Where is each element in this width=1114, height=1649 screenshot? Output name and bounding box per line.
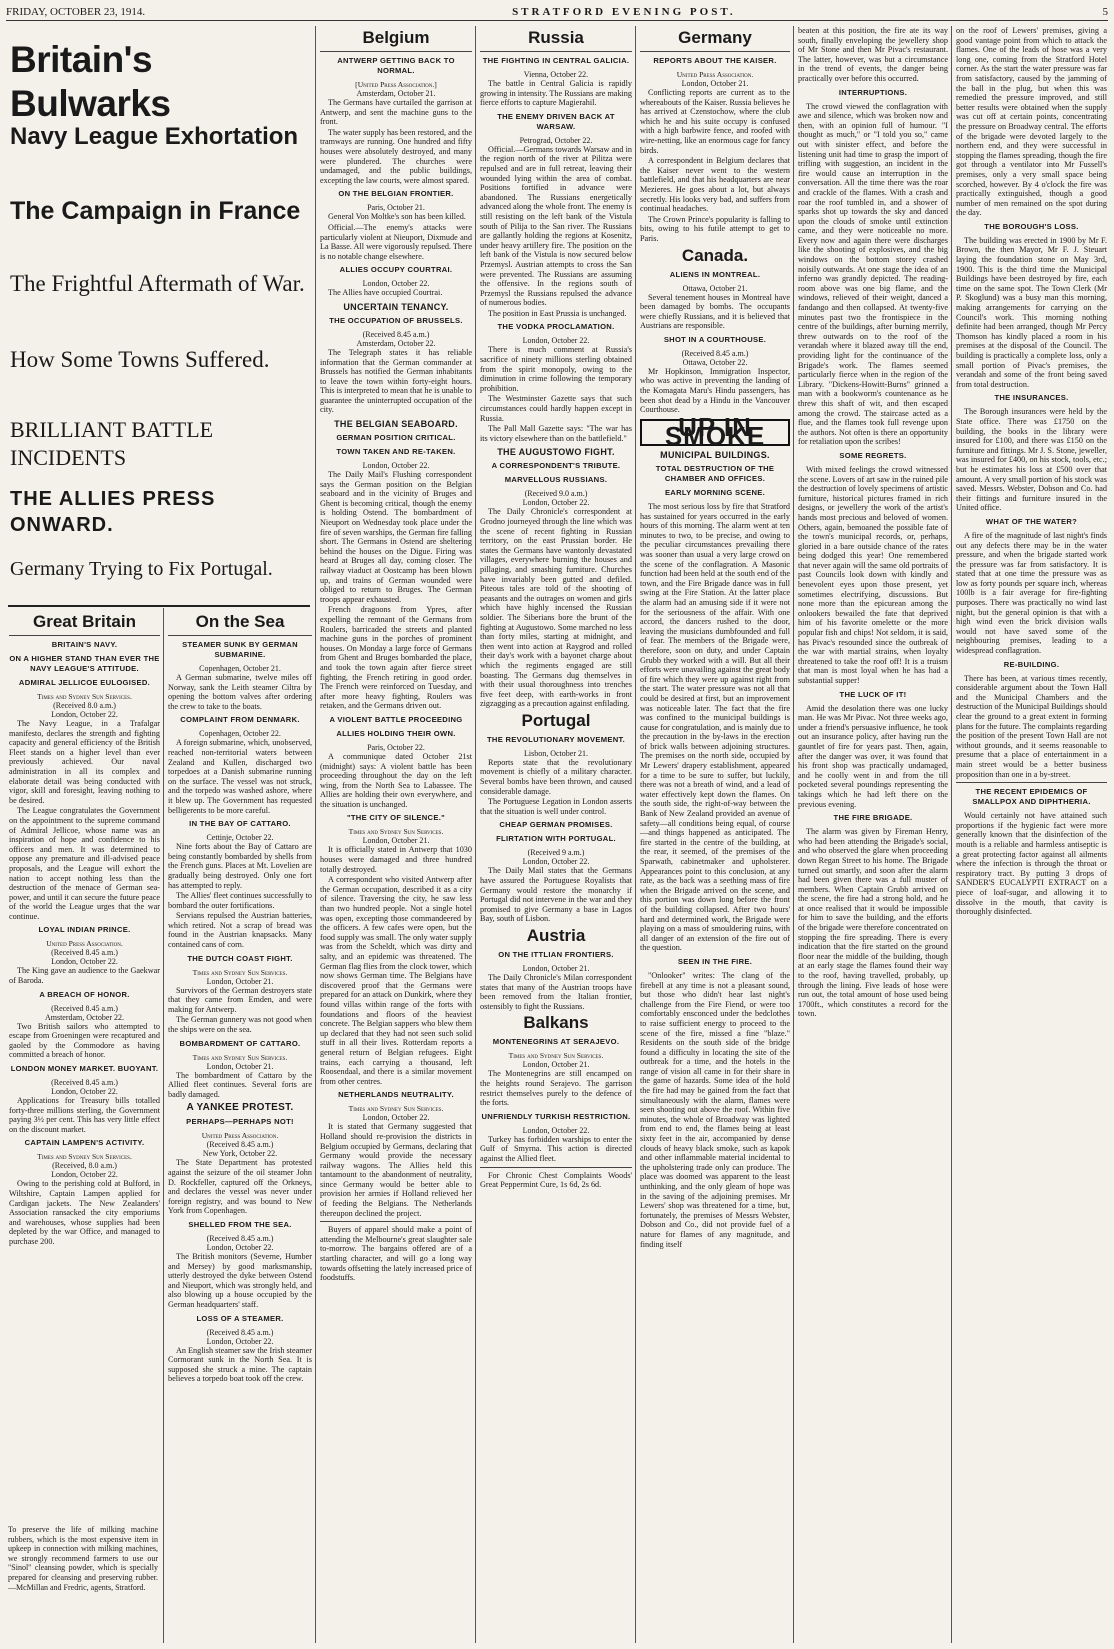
article-paragraph: A German submarine, twelve miles off Norway, sank the Leith steamer Ciltra by opening the bottom valves after ordering the crew to take to the boats. bbox=[168, 673, 312, 711]
dateline: Amsterdam, October 22. bbox=[44, 1012, 125, 1022]
article-paragraph: The Westminster Gazette says that such circumstances could hardly happen except in Russia. bbox=[480, 394, 632, 423]
article-paragraph: The League congratulates the Government on the appointment to the supreme command of Admiral Jellicoe, whose name was an inspiration of hope and confidence to his officers and men. It was determined to oppose any premature and ill-advised peace proposals, and the League will exhort the nation to accept nothing less than the destruction of the menace of German sea-power, and until it can secure the future peace of the world the League urges that the war continue. bbox=[9, 806, 160, 921]
subheading: THE DUTCH COAST FIGHT. bbox=[187, 953, 293, 963]
article-paragraph: The Telegraph states it has reliable information that the German commander at Brussels has notified the German inhabitants to leave the town within forty-eight hours. This is interpreted to mean that he is unable to guarantee the uninterrupted occupation of the city. bbox=[320, 347, 472, 415]
article-paragraph: Servians repulsed the Austrian batteries, which retired. Not a scrap of bread was found in the Austrian knapsacks. Many contained cans of corn. bbox=[168, 911, 312, 950]
section-heading: Canada. bbox=[681, 245, 749, 265]
dateline: London, October 22. bbox=[51, 1087, 118, 1097]
subheading: THE REVOLUTIONARY MOVEMENT. bbox=[486, 734, 626, 744]
article-paragraph: Survivors of the German destroyers state that they came from Emden, and were making for Antwerp. bbox=[168, 985, 312, 1014]
article-paragraph: The Pall Mall Gazette says: "The war has its victory elsewhere than on the battlefield." bbox=[480, 424, 632, 443]
credit-line: [United Press Association.] bbox=[355, 80, 437, 89]
subheading: GERMAN POSITION CRITICAL. bbox=[336, 433, 456, 443]
subheading: UNCERTAIN TENANCY. bbox=[343, 301, 449, 312]
article-paragraph: A foreign submarine, which, unobserved, reached non-territorial waters between Zealand and Kullen, discharged two torpedoes at a Danish submarine running on the surface. The vessel was not struck, and the torpedo was washed ashore, where it blew up. The Government has requested belligerents to be more careful. bbox=[168, 738, 312, 815]
headline-towns-suffered: How Some Towns Suffered. bbox=[10, 347, 270, 372]
dateline: London, October 22. bbox=[522, 857, 590, 867]
dateline: Paris, October 21. bbox=[367, 203, 425, 213]
article-paragraph: The crowd viewed the conflagration with awe and silence, which was broken now and then, with an opinion full of humour. "I thought as much," or "I told you so," came out with sinister effect, and before the listening unit had time to grasp the import of trifling with suggestion, an incident in the fire would cause an interruption in the conversation. All the time there was the roar and crackle of the flames. With a crash and roar the roof tumbled in, and a shower of sparks shot up towards the sky and danced upon the clouds of smoke until extinction came, and they were noticeable no more. Every now and again there were discharges like the shooting of explosives, and the big windows on the bottom storey crashed noisily outwards. At one stage the idea of an inferno was grandly depicted. The reading-room above was one big flame, and the windows, relieved of their weight, danced a fandango and then collapsed. At twenty-five minutes past two the frontispiece in the centre of the buildings, after burning merrily, threw outwards on to the roof of the verandah where it blazed away till the end, providing light for the continuance of the Brigade's work. The flames seemed particularly fierce when in the region of the Library. "Dickens-Howitt-Burns" grinned a man with a bookworm's countenance as he threw this shaft of wit, and then escaped among the crowd. The staircase acted as a flue, and the flames took full revenge upon the authors. Not often is there an opportunity for retaliation upon the scribes! bbox=[798, 101, 948, 447]
article-paragraph: beaten at this position, the fire ate its way south, finally enveloping the jewellery shop of Mr Stone and then Mr Pivac's restaurant. The latter, however, was but a circumstance in the trend of events, the danger being practically over before this occurred. bbox=[798, 26, 948, 83]
column-rule bbox=[163, 608, 164, 1643]
subheading: A CORRESPONDENT'S TRIBUTE. bbox=[491, 461, 621, 471]
dateline: Copenhagen, October 22. bbox=[199, 729, 281, 739]
headline-up-in-smoke: UP IN SMOKE bbox=[640, 419, 790, 446]
section-heading: Portugal bbox=[521, 710, 591, 730]
received-line: (Received 9 a.m.) bbox=[527, 848, 585, 858]
received-line: (Received 8.45 a.m.) bbox=[51, 1003, 118, 1013]
subheading: NETHERLANDS NEUTRALITY. bbox=[338, 1090, 454, 1100]
headline-aftermath: The Frightful Aftermath of War. bbox=[10, 271, 305, 296]
article-paragraph: Conflicting reports are current as to the whereabouts of the Kaiser. Russia believes he has arrived at Czenstochow, where the club which he and his suite occupy is confused with a high barbwire fence, and roofed with wire-netting, like an enormous cage for fancy birds. bbox=[640, 88, 790, 155]
subheading: THE OCCUPATION OF BRUSSELS. bbox=[329, 315, 463, 325]
article-paragraph: Applications for Treasury bills totalled forty-three millions sterling, the Government paying 3½ per cent. This has very little effect on the discount market. bbox=[9, 1096, 160, 1134]
subheading: ON THE BELGIAN FRONTIER. bbox=[338, 189, 454, 199]
article-paragraph: The Daily Chronicle's Milan correspondent states that many of the Austrian troops have been removed from the Italian frontier, ostensibly to fight the Russians. bbox=[480, 973, 632, 1011]
subheading: CHEAP GERMAN PROMISES. bbox=[499, 820, 613, 830]
subheading: THE LUCK OF IT! bbox=[839, 689, 907, 699]
article-paragraph: French dragoons from Ypres, after expelling the remnant of the Germans from Roulers, barricaded the streets and planted machine guns in the porches of prominent houses. On Monday a large force of Germans from Ghent and Bruges bombarded the place, and took the town again after fierce street fighting, the French retiring in good order. The French were reinforced on Tuesday, and after more heavy fighting, Roulers was retaken, and the Germans driven out. bbox=[320, 605, 472, 711]
subheading: UNFRIENDLY TURKISH RESTRICTION. bbox=[481, 1111, 631, 1121]
article-paragraph: The Germans have curtailed the garrison at Antwerp, and sent the machine guns to the front. bbox=[320, 98, 472, 127]
masthead bbox=[6, 4, 1108, 21]
article-paragraph: The Daily Mail states that the Germans have assured the Portuguese Royalists that Germany would restore the monarchy if Portugal did not intervene in the war and they promised to give Germany a base in Lagos Bay, south of Lisbon. bbox=[480, 866, 632, 924]
article-paragraph: Official.—Germans towards Warsaw and in the region north of the river at Pilitza were repulsed and are in full retreat, leaving their wounded lying within the area of combat. Positions fortified in advance were abandoned. The Russians energetically advanced along the whole front. The enemy is still resisting on the left bank of the Vistula south of Pilija to the San river. The Russians are gallantly holding the regions at Kosenitz, under heavy artillery fire. The position on the left bank of the Vistula is now secured below Przemysl. Austrian attempts to cross the San were prevented. The Russians are assuming the offensive. In the regions south of Przemysl the Russians repulsed the advance of numerous bodies. bbox=[480, 144, 632, 308]
dateline: London, October 22. bbox=[51, 710, 118, 719]
article-paragraph: The Crown Prince's popularity is falling to bits, owing to his futile attempt to get to Paris. bbox=[640, 214, 790, 243]
section-heading: Great Britain bbox=[33, 612, 136, 631]
article-paragraph: The State Department has protested against the seizure of the oil steamer John D. Rockfeller, captured off the Orkneys, and declares the vessel was never under foreign registry, and was bound to New York from Copenhagen. bbox=[168, 1158, 312, 1216]
dateline: London, October 22. bbox=[206, 1242, 274, 1252]
section-heading: Balkans bbox=[523, 1013, 589, 1033]
received-line: (Received 8.0 a.m.) bbox=[53, 701, 116, 710]
subheading: INTERRUPTIONS. bbox=[838, 87, 908, 97]
headline-allies-press: THE ALLIES PRESS ONWARD. bbox=[10, 488, 216, 536]
dateline: London, October 22. bbox=[522, 1125, 590, 1135]
dateline: London, October 22. bbox=[206, 1336, 274, 1346]
subheading: SOME REGRETS. bbox=[839, 450, 907, 460]
dateline: London, October 22. bbox=[522, 498, 590, 508]
article-paragraph: It is stated that Germany suggested that Holland should re-provision the districts in Belgium occupied by Germans, declaring that Germany would provide the necessary railway wagons. The Allies held this tantamount to the abandonment of neutrality, since Germany would be better able to provision her armies if Holland relieved her of feeding the Belgians. The Netherlands thereupon declined the project. bbox=[320, 1122, 472, 1218]
credit-line: Times and Sydney Sun Services. bbox=[37, 692, 132, 701]
subheading: ON A HIGHER STAND THAN EVER THE NAVY LEAGUE'S ATTITUDE. bbox=[9, 654, 160, 673]
column-rule bbox=[793, 26, 794, 1643]
subheading: CAPTAIN LAMPEN'S ACTIVITY. bbox=[24, 1138, 145, 1148]
subheading: ON THE ITTLIAN FRONTIERS. bbox=[498, 950, 614, 959]
subheading: STEAMER SUNK BY GERMAN SUBMARINE. bbox=[182, 640, 298, 659]
article-paragraph: "Onlooker" writes: The clang of the firebell at any time is not a pleasant sound, but those who didn't hear last night's challenge from the Fire Fiend, or were too comfortably ensconced under the bedclothes to raise sufficient energy to proceed to the scene of the fire, missed a fine "blaze." Residents on the south side of the bridge found a difficulty in locating the site of the outbreak for a time, and the hotels in the range of vision all came in for their share in the game of hazards. Some idea of the hold the fire had may be gained from the fact that simultaneously with the alarm, flames were seen shooting out above the roof. Within five minutes, the whole of Broadway was lighted from end to end, the flames being at least sixty feet in the air, accompanied by dense clouds of heavy black smoke, such as kapok and other inflammable material incidental to the upholstering trade only can produce. The place was doomed was apparent to the least unthinking, and the only gleam of hope was in the saving of the adjoining premises. Mr Lewers' shop was threatened for a time, but, fortunately, the premises of Messrs Webster, Dobson and Co., did not provide fuel of a nature for flames of any magnitude, and finding itself bbox=[640, 970, 790, 1249]
subheading: A YANKEE PROTEST. bbox=[186, 1102, 294, 1114]
subheading: ALLIES OCCUPY COURTRAI. bbox=[339, 265, 453, 275]
article-paragraph: The King gave an audience to the Gaekwar of Baroda. bbox=[9, 966, 160, 986]
headline-battle-incidents: BRILLIANT BATTLE INCIDENTS bbox=[10, 417, 214, 470]
divider bbox=[8, 605, 310, 607]
column-belgium bbox=[317, 26, 475, 1643]
article-paragraph: The Navy League, in a Trafalgar manifesto, declares the strength and fighting capacity and general efficiency of the British Fleet stands on a higher level than ever previously achieved. Our naval administration in all its complex and elaborate detail was being conducted with vigor, skill and foresight, leaving nothing to be desired. bbox=[9, 719, 160, 805]
dateline: London, October 22. bbox=[51, 957, 118, 967]
subheading: TOWN TAKEN AND RE-TAKEN. bbox=[336, 447, 456, 457]
article-paragraph: The Allies have occupied Courtrai. bbox=[328, 288, 443, 298]
article-paragraph: With mixed feelings the crowd witnessed the scene. Lovers of art saw in the ruined pile the destruction of lovely specimens of artistic furniture, historical pictures framed in rich designs, or jewellery the work of the artist's hands most precious and beloved of women. Others, again, bemoaned the possible fate of the town's municipal records, or, perhaps, gloried in a bare outside chance of the rates being dodged this year! One remembered that never again will the same old portraits of past Councils look down with kindly and benevolent eyes upon those present, yet sometimes electrifying, discussions. But none more than the epicurean among the onlookers bewailed the fate that deprived him of his favorite omelette or the more popular fish and chips! Not seldom, it is said, has Pivac's resounded since the outbreak of the war with martial strains, when loyalty threatened to take the roof off! It is a truism that man is most loyal when he has had a substantial supper! bbox=[798, 464, 948, 685]
column-on-the-sea bbox=[165, 610, 315, 1643]
section-heading: Russia bbox=[528, 28, 584, 47]
column-great-britain bbox=[6, 610, 163, 1519]
article-paragraph: There has been, at various times recently, considerable argument about the Town Hall and the Municipal Chambers and the destruction of the Municipal Buildings should clear the ground to a great extent in forming plans for the future. The complaints regarding the position of the present Town Hall are not without grounds, and it seems reasonable to presume that a place of entertainment in a main street would be a better business proposition than one in a by-street. bbox=[956, 673, 1107, 779]
dateline: Lisbon, October 21. bbox=[524, 748, 588, 758]
column-russia bbox=[477, 26, 635, 1643]
subheading: THE RECENT EPIDEMICS OF SMALLPOX AND DIPHTHERIA. bbox=[972, 787, 1091, 807]
subheading: LOYAL INDIAN PRINCE. bbox=[38, 925, 131, 935]
subheading: ALIENS IN MONTREAL. bbox=[669, 269, 761, 279]
received-line: (Received 8.45 a.m.) bbox=[681, 348, 749, 358]
dateline: Cettinje, October 22. bbox=[206, 833, 274, 843]
received-line: (Received 8.45 a.m.) bbox=[206, 1327, 274, 1337]
credit-line: United Press Association. bbox=[676, 70, 754, 79]
subheading: EARLY MORNING SCENE. bbox=[664, 488, 766, 498]
credit-line: Times and Sydney Sun Services. bbox=[508, 1051, 604, 1061]
article-paragraph: The building was erected in 1900 by Mr F. Brown, the then Mayor, Mr F. J. Steuart laying the foundation stone on May 3rd, 1900. This is the third time the Municipal Buildings have been destroyed by fire, each time on the same spot. The Town Clerk (Mr P. Skoglund) was a busy man this morning, making arrangements for carrying on the Council's work. This morning nothing definite had been arranged, though Mr Percy Thomson has kindly placed a room in his premises at the disposal of the Council. The building is practically a complete loss, only a small portion of Pivac's premises, the verandah and some of the front being saved from total destruction. bbox=[956, 235, 1107, 389]
article-paragraph: The Portuguese Legation in London asserts that the situation is well under control. bbox=[480, 797, 632, 816]
article-paragraph: A fire of the magnitude of last night's finds out any defects there may be in the water pressure, and when the brigade started work the pressure was far from satisfactory. It is stated that at one time the pressure was as low as forty pounds per square inch, whereas 100lb is a fair average for fire-fighting purposes. There was practically no wind last night, but the general opinion is that with a high wind even the brick division walls would not have saved some of the neighbouring premises, leading to a widespread conflagration. bbox=[956, 530, 1107, 656]
dateline: Petrograd, October 22. bbox=[519, 135, 593, 145]
subheading: ALLIES HOLDING THEIR OWN. bbox=[336, 728, 456, 738]
article-paragraph: The position in East Prussia is unchanged. bbox=[488, 308, 627, 318]
subheading: THE INSURANCES. bbox=[994, 393, 1069, 403]
subheading: SHELLED FROM THE SEA. bbox=[188, 1219, 292, 1229]
received-line: (Received 8.45 a.m.) bbox=[51, 948, 118, 958]
subheading: THE VODKA PROCLAMATION. bbox=[497, 322, 615, 332]
credit-line: Times and Sydney Sun Services. bbox=[37, 1152, 132, 1162]
article-paragraph: Nine forts about the Bay of Cattaro are being constantly bombarded by shells from the French guns. Places at Mt. Lovelien are gradually being destroyed. Only one fort has attempted to reply. bbox=[168, 842, 312, 890]
subheading: SHOT IN A COURTHOUSE. bbox=[663, 334, 767, 344]
subheading: THE FIRE BRIGADE. bbox=[833, 813, 913, 823]
dateline: London, October 22. bbox=[51, 1170, 118, 1180]
subheading: BRITAIN'S NAVY. bbox=[51, 640, 118, 649]
column-germany bbox=[637, 26, 793, 1643]
subheading: MONTENEGRINS AT SERAJEVO. bbox=[492, 1037, 620, 1047]
article-paragraph: Turkey has forbidden warships to enter the Gulf of Smyrna. This action is directed against the Allied fleet. bbox=[480, 1134, 632, 1163]
subheading: THE FIGHTING IN CENTRAL GALICIA. bbox=[482, 56, 630, 65]
subheading: RE-BUILDING. bbox=[1003, 659, 1060, 669]
dateline: London, October 22. bbox=[522, 336, 590, 346]
advertisement-note: Buyers of apparel should make a point of attending the Melbourne's great slaughter sale to-morrow. The bargains offered are of a startling character, and will go a long way towards offsetting the lately increased price of foodstuffs. bbox=[320, 1225, 472, 1283]
article-paragraph: The Daily Chronicle's correspondent at Grodno journeyed through the line which was the scene of recent fighting in Russian territory, on the east Prussian border. He states the Germans have wantonly devastated villages, everywhere burning the houses and pillaging, and smashing furniture. Churches have invariably been gutted and defiled. Piteous tales are told of the shooting of peasants and the outrages on women and girls which have highly incensed the Russian soldier. The Siberians bore the brunt of the fighting at Augustowo. Some marched no less than forty miles, starting at midnight, and then went into action at Raygrod and rolled their day's work with a bayonet charge about which the regiments engaged are still boasting. The Germans dug themselves in with their usual thoroughness into trenches five feet deep, with earth-works in front zigzagging as a precaution against enfilading. bbox=[480, 507, 632, 709]
article-paragraph: A correspondent in Belgium declares that the Kaiser never went to the western battlefield, and that his headquarters are near Mezieres. He goes about a lot, but always secretly. His looks very bad, and suffers from continual headaches. bbox=[640, 156, 790, 214]
credit-line: Times and Sydney Sun Services. bbox=[348, 827, 444, 837]
dateline: Amsterdam, October 21. bbox=[356, 89, 436, 98]
column-rule bbox=[315, 26, 316, 1643]
article-paragraph: The Allies' fleet continues successfully to bombard the outer fortifications. bbox=[168, 891, 312, 910]
subheading: COMPLAINT FROM DENMARK. bbox=[180, 715, 300, 725]
dateline: Paris, October 22. bbox=[367, 742, 425, 752]
subheading: THE BOROUGH'S LOSS. bbox=[984, 221, 1079, 231]
received-line: (Received, 8.0 a.m.) bbox=[52, 1161, 117, 1171]
dateline: London, October 22. bbox=[362, 279, 430, 289]
column-rule bbox=[635, 26, 636, 1643]
article-paragraph: Official.—The enemy's attacks were particularly violent at Nieuport, Dixmude and La Basse. All were vigorously repulsed. There is no notable change elsewhere. bbox=[320, 222, 472, 261]
article-paragraph: A communique dated October 21st (midnight) says: A violent battle has been proceeding throughout the day on the left wing, from the North Sea to Labassee. The Allies are holding their own everywhere, and the situation is unchanged. bbox=[320, 751, 472, 809]
article-paragraph: Would certainly not have attained such proportions if the hygienic fact were more generally known that the disinfection of the mouth is a reliable and harmless antiseptic is a great protecting factor against all ailments where the infection is through the throat or respiratory tract. By putting 3 drops of SANDER'S EUCALYPTI EXTRACT on a piece of loaf-sugar, and allowing it to dissolve in the mouth, that cavity is thoroughly disinfected. bbox=[956, 811, 1107, 917]
headline-navy-league: Navy League Exhortation bbox=[10, 123, 299, 150]
dateline: London, October 21. bbox=[206, 1061, 274, 1071]
dateline: London, October 21. bbox=[522, 1060, 590, 1070]
column-fire-continued bbox=[795, 26, 951, 1643]
article-paragraph: The Montenegrins are still encamped on the heights round Serajevo. The garrison restrict themselves purely to the defence of the forts. bbox=[480, 1069, 632, 1108]
subheading: TOTAL DESTRUCTION OF THE CHAMBER AND OFFICES. bbox=[655, 464, 775, 484]
dateline: Vienna, October 22. bbox=[523, 70, 589, 79]
article-paragraph: It is officially stated in Antwerp that 1030 houses were damaged and three hundred totally destroyed. bbox=[320, 845, 472, 874]
received-line: (Received 9.0 a.m.) bbox=[524, 489, 588, 499]
received-line: (Received 8.45 a.m.) bbox=[51, 1078, 118, 1088]
page-number: 5 bbox=[1102, 6, 1108, 18]
column-borough-loss bbox=[953, 26, 1110, 1643]
issue-date: FRIDAY, OCTOBER 23, 1914. bbox=[6, 6, 146, 18]
subheading: LOSS OF A STEAMER. bbox=[196, 1313, 284, 1323]
subheading: PERHAPS—PERHAPS NOT! bbox=[186, 1117, 294, 1127]
article-paragraph: Mr Hopkinson, Immigration Inspector, who was active in preventing the landing of the Komagata Maru's Hindu passengers, has been shot dead by a Hindu in the Vancouver Courthouse. bbox=[640, 366, 790, 415]
article-paragraph: The battle in Central Galicia is rapidly growing in intensity. The Russians are making fierce efforts to capture Magierahil. bbox=[480, 79, 632, 108]
dateline: Ottawa, October 22. bbox=[682, 357, 748, 367]
headline-campaign-france: The Campaign in France bbox=[10, 197, 301, 225]
credit-line: Times and Sydney Sun Services. bbox=[192, 1052, 288, 1062]
section-heading: On the Sea bbox=[195, 612, 285, 631]
credit-line: United Press Association. bbox=[46, 939, 123, 949]
article-paragraph: Several tenement houses in Montreal have been damaged by bombs. The occupants were chiefly Russians, and it is believed that Austrians are responsible. bbox=[640, 292, 790, 331]
subheading: ADMIRAL JELLICOE EULOGISED. bbox=[18, 678, 151, 687]
section-heading: Austria bbox=[526, 926, 586, 945]
article-paragraph: A correspondent who visited Antwerp after the German occupation, described it as a city of silence. Traversing the city, he saw less than two hundred people. Not a single hotel was open, excepting those commandeered by the officers. A few cafes were open, but the food supply was small. The only water supply was from the Scheldt, which was dirty and salty, and an epidemic was threatened. The German flag flies from the clock tower, which now shows German time. The Belgians have discovered proof that the Germans were prepared for an attack on Dunkirk, where they found villas within range of the forts with foundations and floors of the heaviest concrete. The Belgian sappers who blew them up declared that they had not seen such solid stuff in all their lives. Rotterdam reports a general return of Belgian refugees. Eight trains, each carrying a thousand, left Roosendaal, and there is a similar movement from other centres. bbox=[320, 875, 472, 1086]
article-paragraph: Owing to the perishing cold at Bulford, in Wiltshire, Captain Lampen applied for Cardigan jackets. The New Zealanders' Association ransacked the city emporiums and warehouses, whose supplies had been depleted by the war Office, and managed to purchase 200. bbox=[9, 1179, 160, 1246]
article-paragraph: Two British sailors who attempted to escape from Groeningen were recaptured and gaoled by the Commodore as having committed a breach of honor. bbox=[9, 1021, 160, 1060]
article-paragraph: The German gunnery was not good when the ships were on the sea. bbox=[168, 1015, 312, 1035]
article-paragraph: The bombardment of Cattaro by the Allied fleet continues. Several forts are badly damaged. bbox=[168, 1070, 312, 1099]
article-paragraph: on the roof of Lewers' premises, giving a good vantage point from which to attack the flames. One of the leads of hose was a very long one, coming from the Stratford Hotel corner. As the start the water pressure was far from satisfactory, caused by the jamming of the ball in the plug, but when this was remedied the pressure improved, and still better results were obtained when the supply was cut off at certain points, concentrating the pressure on Broadway central. The efforts of the brigade were devoted largely to the northern end, and they were successful in stopping the flames spreading, though the fire got through a ventilator into Mr Fussell's premises, only a very small space being scorched, however. By 4 o'clock the fire was practically extinguished, though a good number of men remained on the spot during the day. bbox=[956, 26, 1107, 218]
column-rule bbox=[951, 26, 952, 1643]
subheading: REPORTS ABOUT THE KAISER. bbox=[653, 56, 777, 65]
credit-line: Times and Sydney Sun Services. bbox=[192, 967, 288, 977]
received-line: (Received 8.45 a.m.) bbox=[206, 1233, 274, 1243]
received-line: (Received 8.45 a.m.) bbox=[362, 329, 430, 339]
article-paragraph: An English steamer saw the Irish steamer Cormorant sunk in the North Sea. It is supposed she struck a mine. The captain believes a torpedo boat took off the crew. bbox=[168, 1345, 312, 1384]
column-rule bbox=[475, 26, 476, 1643]
subheading: THE ENEMY DRIVEN BACK AT WARSAW. bbox=[497, 111, 615, 131]
section-heading: Germany bbox=[678, 28, 752, 47]
subheading: MUNICIPAL BUILDINGS. bbox=[660, 450, 770, 461]
dateline: London, October 22. bbox=[362, 461, 430, 471]
article-paragraph: There is much comment at Russia's sacrifice of ninety millions sterling obtained from the spirit monopoly, owing to the diminution in crime following the temporary prohibition. bbox=[480, 345, 632, 393]
dateline: London, October 21. bbox=[206, 976, 274, 986]
dateline: Ottawa, October 21. bbox=[682, 283, 748, 293]
subheading: "THE CITY OF SILENCE." bbox=[346, 813, 446, 823]
subheading: WHAT OF THE WATER? bbox=[985, 516, 1078, 526]
subheading: THE BELGIAN SEABOARD. bbox=[334, 419, 458, 430]
dateline: New York, October 22. bbox=[202, 1149, 278, 1159]
article-paragraph: The Daily Mail's Flushing correspondent says the German position on the Belgian seaboard and in the vicinity of Bruges and Ghent is becoming critical, though the enemy is holding Ostend. The bombardment of Nieuport on Wednesday took place under the fire of seven warships, the German fire falling short. The Germans in Ostend are sheltering behind the houses on the Digue. Firing was heard at Bruges all day, coming closer. The railway viaduct at Oostcamp has been blown up, and trains of German wounded were obliged to return to Bruges. The German troops appear exhausted. bbox=[320, 470, 472, 604]
paper-title: STRATFORD EVENING POST. bbox=[512, 6, 736, 18]
credit-line: Times and Sydney Sun Services. bbox=[348, 1104, 444, 1114]
article-paragraph: Amid the desolation there was one lucky man. He was Mr Pivac. Not three weeks ago, under a friend's persuasive influence, he took out an insurance policy, after having run the gauntlet of fire for years past. Then, again, after the danger was over, it was found that his front shop was practically undamaged, and he coolly went in and from the till pocketed several poundings representing the takings which he had left there on the previous evening. bbox=[798, 703, 948, 809]
article-paragraph: The water supply has been restored, and the tramways are running. One hundred and fifty houses were absolutely destroyed, and many were plundered. The churches were undamaged, and the public buildings, excepting the law courts, were almost spared. bbox=[320, 127, 472, 185]
dateline: Amsterdam, October 22. bbox=[356, 338, 436, 348]
dateline: Copenhagen, October 21. bbox=[199, 664, 281, 673]
advertisement-note: For Chronic Chest Complaints Woods' Great Peppermint Cure, 1s 6d, 2s 6d. bbox=[480, 1170, 632, 1190]
subheading: BOMBARDMENT OF CATTARO. bbox=[179, 1038, 301, 1048]
dateline: London, October 22. bbox=[362, 1113, 430, 1123]
dateline: London, October 21. bbox=[522, 964, 590, 973]
subheading: A BREACH OF HONOR. bbox=[39, 989, 130, 999]
subheading: LONDON MONEY MARKET. BUOYANT. bbox=[10, 1064, 159, 1074]
received-line: (Received 8.45 a.m.) bbox=[206, 1140, 274, 1150]
article-paragraph: The most serious loss by fire that Stratford has sustained for years occurred in the early hours of this morning. The alarm went at ten minutes to two, to be precise, and owing to the peculiar circumstances prevailing there was sooner than usual a very large crowd on the scene of the conflagration. A Masonic function had been held at the south end of the town, and the Fire Brigade dance was in full swing at the Fire Station. At the latter place the alarm had an amusing side if it were not for the seriousness of the affair. With one accord, the dancers rushed to the door, leaving the musicians dumbfounded and full of fear. The members of the Brigade were, therefore, soon on duty, and under Captain Grubb they worked with a will. But all their efforts were unavailing against the great body of fire which they were up against right from the start. The water pressure was not all that could be desired at first, but an improvement was noticeable later. The fact that the fire was confined to the municipal buildings is cause for congratulation, and is mainly due to the precaution in the by-laws in the erection of brick walls between adjoining structures. The premises on the north side, occupied by Mr Lewers' drapery establishment, appeared for a time to be sure to suffer, but luckily, there was not a breath of wind, and a lead of water effectively kept down the flames. On the south side, the right-of-way between the Bank of New Zealand provided an avenue of safety—all conditions being equal, of course—and things happened as anticipated. The fire started in the centre of the building, at the rear, it seemed, of the premises of the Sparwath, cabinetmaker and upholsterer. Appearances point to this conclusion, at any rate, as the back was a seething mass of fire when the Brigade arrived on the scene, and this portion was down long before the front of the building collapsed. After two hours' hard and determined work, the Brigade were playing on a mass of smouldering ruins, with all danger of an extension of the fire out of the question. bbox=[640, 502, 790, 953]
article-paragraph: Reports state that the revolutionary movement is chiefly of a military character. Several bombs have been thrown, and caused considerable damage. bbox=[480, 757, 632, 796]
headline-britains-bulwarks: Britain's Bulwarks bbox=[10, 39, 171, 124]
advertisement-note: To preserve the life of milking machine rubbers, which is the most expensive item in upkeep in connection with milking machines, we strongly recommend farmers to use our "Sinol" cleansing powder, which is specially prepared for cleansing and preserving rubber.—McMillan and Fredric, agents, Stratford. bbox=[8, 1525, 158, 1592]
subheading: FLIRTATION WITH PORTUGAL. bbox=[496, 834, 616, 844]
subheading: MARVELLOUS RUSSIANS. bbox=[504, 475, 608, 485]
subheading: THE AUGUSTOWO FIGHT. bbox=[497, 447, 615, 458]
subheading: A VIOLENT BATTLE PROCEEDING bbox=[329, 714, 463, 724]
article-paragraph: The Borough insurances were held by the State office. There was £1750 on the building, the books in the library were insured for £100, and there was £150 on the furniture and fittings. Mr J. S. Stone, jeweller, was insured for £400, on his stock, tools, etc.; but he estimates his loss at £500 over that amount. A very small portion of his stock was saved. Messrs. Webster, Dobson and Co. had their fittings and furniture insured in the United office. bbox=[956, 407, 1107, 513]
article-paragraph: The alarm was given by Fireman Henry, who had been attending the Brigade's social, and who observed the glare when proceeding down Regan Street to his home. The Brigade turned out smartly, and soon after the alarm had been given there was a full muster of members. When Captain Grubb arrived on the scene, the fire had a strong hold, and he at once realised that it would be impossible for him to save the building, and the efforts of the brigade were therefore concentrated on stopping the fire spreading. There is every indication that the fire started on the ground floor near the middle of the building, though at an early stage the flames found their way to the roof, having travelled, probably, up through the lining. Five leads of hose were run out, the total amount of hose used being 1700ft., which constitutes a record for the town. bbox=[798, 827, 948, 1019]
section-heading: Belgium bbox=[362, 28, 430, 47]
dateline: London, October 21. bbox=[362, 836, 430, 846]
dateline: London, October 21. bbox=[681, 79, 749, 88]
article-paragraph: General Von Moltke's son has been killed. bbox=[328, 212, 466, 222]
headline-portugal: Germany Trying to Fix Portugal. bbox=[10, 558, 273, 580]
article-paragraph: The British monitors (Severne, Humber and Mersey) by good marksmanship, utterly destroyed the dyke between Ostend and Nieuport, which was strongly held, and also blowing up a house occupied by the German headquarters' staff. bbox=[168, 1251, 312, 1309]
subheading: SEEN IN THE FIRE. bbox=[677, 956, 753, 966]
subheading: ANTWERP GETTING BACK TO NORMAL. bbox=[337, 56, 455, 75]
subheading: IN THE BAY OF CATTARO. bbox=[189, 819, 291, 829]
credit-line: United Press Association. bbox=[201, 1131, 279, 1141]
